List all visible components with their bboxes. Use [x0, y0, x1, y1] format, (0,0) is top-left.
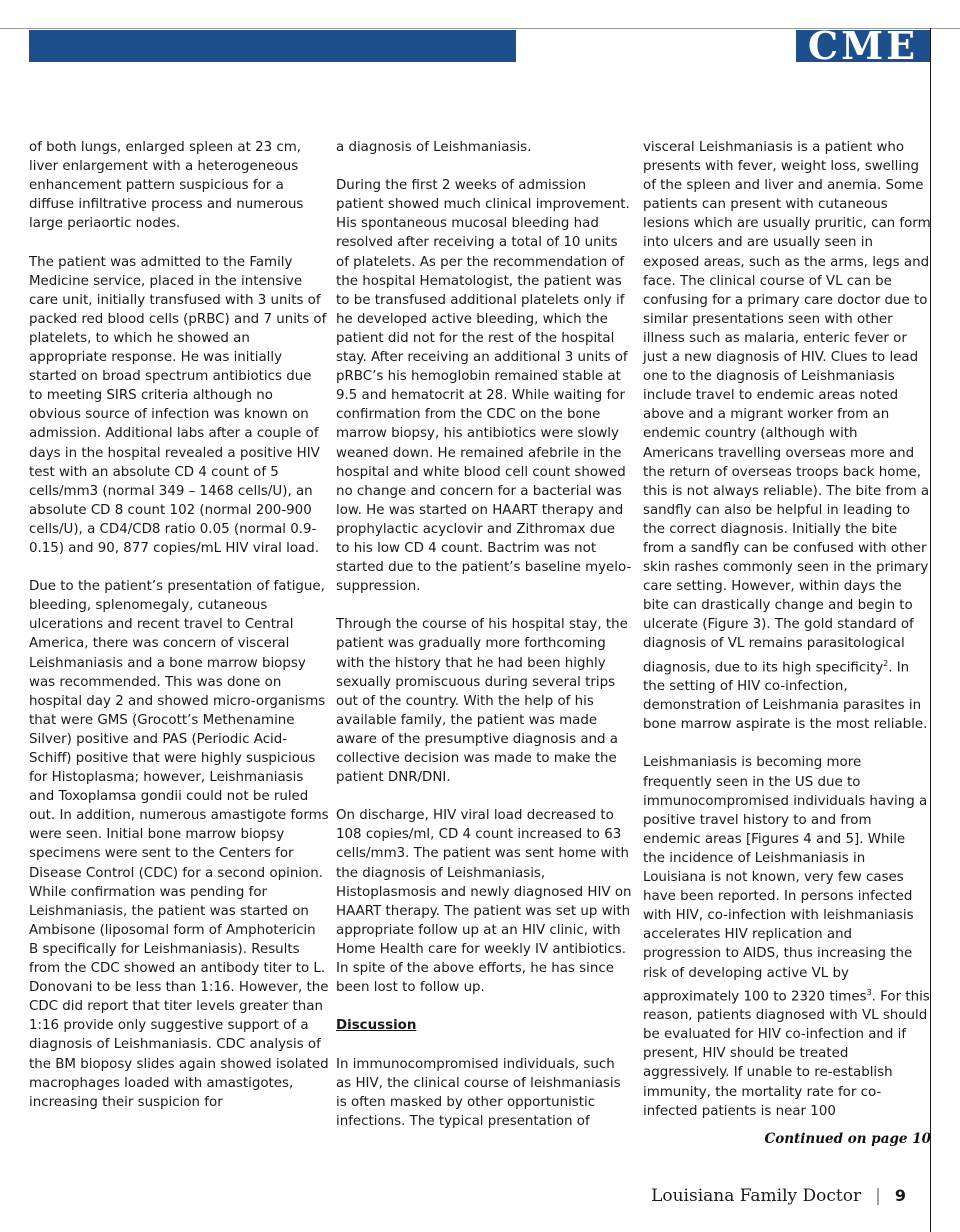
paragraph: In immunocompromised individuals, such as HIV, the clinical course of leishmaniasis is often masked by other opportunistic infections. The typical presentation of — [336, 1056, 621, 1129]
citation-superscript: 2 — [883, 658, 889, 668]
header-color-bar — [29, 30, 516, 62]
page-footer — [600, 1186, 906, 1206]
paragraph: Due to the patient’s presentation of fatigue, bleeding, splenomegaly, cutaneous ulcerations and recent travel to Central America, there was concern of visceral Leishmaniasis and a bone marrow biopsy was recommended. This was done on hospital day 2 and showed micro-organisms that were GMS (Grocott’s Methenamine Silver) positive and PAS (Periodic Acid-Schiff) positive that were highly suspicious for Histoplasma; however, Leishmaniasis and Toxoplamsa gondii could not be ruled out. In addition, numerous amastigote forms were seen. Initial bone marrow biopsy specimens were sent to the Centers for Disease Control (CDC) for a second opinion. While confirmation was pending for Leishmaniasis, the patient was started on Ambisone (liposomal form of Amphotericin B specifically for Leishmaniasis). Results from the CDC showed an antibody titer to L. Donovani to be less than 1:16. However, the CDC did report that titer levels greater than 1:16 provide only suggestive support of a diagnosis of Leishmaniasis. CDC analysis of the BM bioposy slides again showed isolated macrophages loaded with amastigotes, increasing their suspicion for — [29, 579, 329, 1110]
paragraph — [643, 753, 931, 1120]
cme-logo: CME — [796, 30, 930, 62]
column-1 — [29, 138, 329, 1131]
page-number: 9 — [894, 1186, 906, 1205]
discussion-heading: Discussion — [336, 1018, 417, 1034]
paragraph: of both lungs, enlarged spleen at 23 cm, liver enlargement with a heterogeneous enhancement pattern suspicious for a diffuse infiltrative process and numerous large periaortic nodes. — [29, 140, 304, 232]
top-rule — [0, 28, 960, 29]
column-3 — [643, 138, 931, 1140]
paragraph: On discharge, HIV viral load decreased to 108 copies/ml, CD 4 count increased to 63 cells/mm3. The patient was sent home with the diagnosis of Leishmaniasis, Histoplasmosis and newly diagnosed HIV on HAART therapy. The patient was set up with appropriate follow up at an HIV clinic, with Home Health care for weekly IV antibiotics. In spite of the above efforts, he has since been lost to follow up. — [336, 808, 632, 996]
footer-separator: | — [875, 1186, 881, 1206]
paragraph: During the first 2 weeks of admission patient showed much clinical improvement. His spontaneous mucosal bleeding had resolved after receiving a total of 10 units of platelets. As per the recommendation of the hospital Hematologist, the patient was to be transfused additional platelets only if he developed active bleeding, which the patient did not for the rest of the hospital stay. After receiving an additional 3 units of pRBC’s his hemoglobin remained stable at 9.5 and hematocrit at 28. While waiting for confirmation from the CDC on the bone marrow biopsy, his antibiotics were slowly weaned down. He remained afebrile in the hospital and white blood cell count showed no change and concern for a bacterial was low. He was started on HAART therapy and prophylactic acyclovir and Zithromax due to his low CD 4 count. Bactrim was not started due to the patient’s baseline myelo-suppression. — [336, 178, 632, 595]
paragraph-text: . In the setting of HIV co-infection, demonstration of Leishmania parasites in bone marrow aspirate is the most reliable. — [643, 660, 928, 733]
paragraph: Through the course of his hospital stay, the patient was gradually more forthcoming with the history that he had been highly sexually promiscuous during several trips out of the country. With the help of his available family, the patient was made aware of the presumptive diagnosis and a collective decision was made to make the patient DNR/DNI. — [336, 617, 628, 786]
citation-superscript: 3 — [866, 987, 872, 997]
paragraph: The patient was admitted to the Family Medicine service, placed in the intensive care unit, initially transfused with 3 units of packed red blood cells (pRBC) and 7 units of platelets, to which he showed an appropriate response. He was initially started on broad spectrum antibiotics due to meeting SIRS criteria although no obvious source of infection was known on admission. Additional labs after a couple of days in the hospital revealed a positive HIV test with an absolute CD 4 count of 5 cells/mm3 (normal 349 – 1468 cells/U), an absolute CD 8 count 102 (normal 200-900 cells/U), a CD4/CD8 ratio 0.05 (normal 0.9-0.15) and 90, 877 copies/mL HIV viral load. — [29, 254, 327, 556]
paragraph — [643, 138, 931, 734]
paragraph-text: Leishmaniasis is becoming more frequently seen in the US due to immunocompromised individuals having a positive travel history to and from endemic areas [Figures 4 and 5]. While the incidence of Leishmaniasis in Louisiana is not known, very few cases have been reported. In persons infected with HIV, co-infection with leishmaniasis accelerates HIV replication and progression to AIDS, thus increasing the risk of developing active VL by approximately 100 to 2320 times — [643, 755, 928, 1005]
paragraph: a diagnosis of Leishmaniasis. — [336, 140, 532, 155]
paragraph-text: . For this reason, patients diagnosed with VL should be evaluated for HIV co-infection and if present, HIV should be treated aggressively. If unable to re-establish immunity, the mortality rate for co-infected patients is near 100 — [643, 989, 930, 1119]
paragraph-text: visceral Leishmaniasis is a patient who presents with fever, weight loss, swelling of the spleen and liver and anemia. Some patients can present with cutaneous lesions which are usually pruritic, can form into ulcers and are usually seen in exposed areas, such as the arms, legs and face. The clinical course of VL can be confusing for a primary care doctor due to similar presentations seen with other illness such as malaria, enteric fever or just a new diagnosis of HIV. Clues to lead one to the diagnosis of Leishmaniasis include travel to endemic areas noted above and a migrant worker from an endemic country (although with Americans travelling overseas more and the return of overseas troops back home, this is not always reliable). The bite from a sandfly can also be helpful in leading to the correct diagnosis. Initially the bite from a sandfly can be confused with other skin rashes commonly seen in the primary care setting. However, within days the bite can drastically change and begin to ulcerate (Figure 3). The gold standard of diagnosis of VL remains parasitological diagnosis, due to its high specificity — [643, 140, 931, 675]
continued-on-page-note: Continued on page 10 — [764, 1131, 931, 1147]
column-2 — [336, 138, 632, 1150]
publication-name: Louisiana Family Doctor — [651, 1186, 862, 1206]
